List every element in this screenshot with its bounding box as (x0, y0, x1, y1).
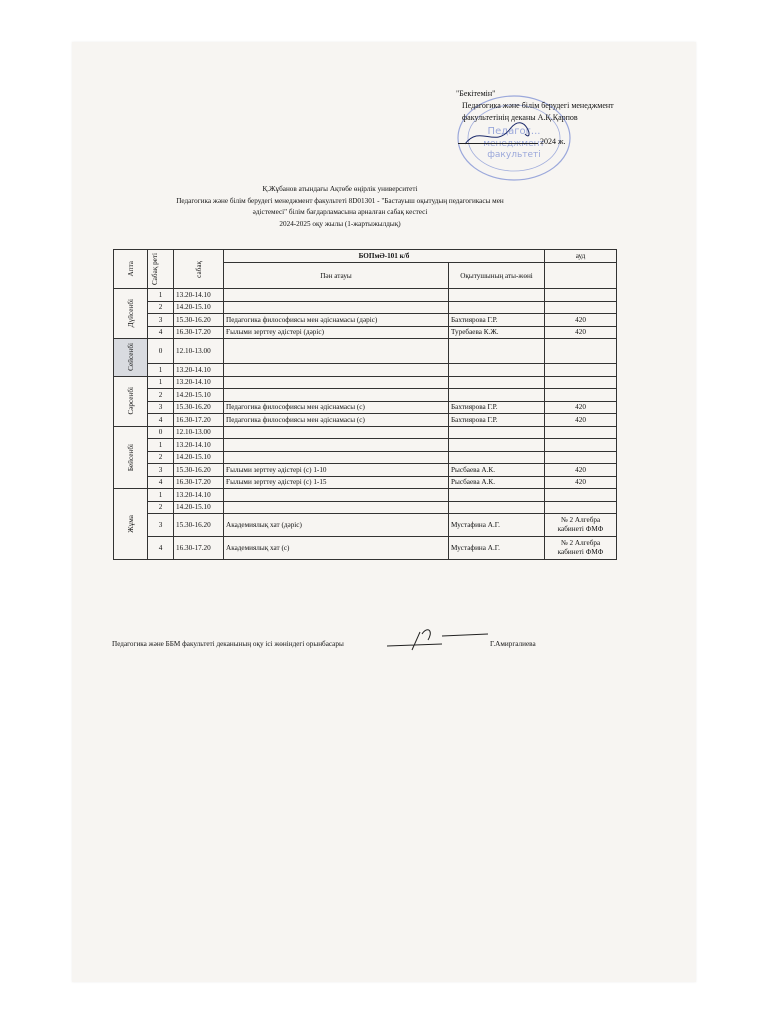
approval-heading: "Бекітемін" (456, 89, 496, 98)
svg-text:факультеті: факультеті (487, 150, 541, 160)
lesson-time: 12.10-13.00 (174, 339, 224, 364)
table-row (114, 537, 617, 560)
teacher-name (449, 289, 545, 302)
auditorium (545, 439, 617, 452)
teacher-name (449, 339, 545, 364)
approval-signature-line (452, 136, 642, 148)
auditorium: № 2 Алгебра кабинеті ФМФ (545, 537, 617, 560)
lesson-time: 15.30-16.20 (174, 401, 224, 414)
subject-name (224, 301, 449, 314)
day-name: Жұма (114, 489, 148, 560)
lesson-time: 13.20-14.10 (174, 364, 224, 377)
header-group: БОПмӘ-101 к/б (224, 250, 545, 263)
table-row (114, 339, 617, 364)
lesson-time: 16.30-17.20 (174, 537, 224, 560)
teacher-name (449, 376, 545, 389)
lesson-time: 15.30-16.20 (174, 514, 224, 537)
subject-name (224, 489, 449, 502)
teacher-name (449, 501, 545, 514)
teacher-name (449, 426, 545, 439)
lesson-time: 13.20-14.10 (174, 489, 224, 502)
teacher-name (449, 451, 545, 464)
subject-name (224, 389, 449, 402)
subject-name (224, 376, 449, 389)
lesson-time: 16.30-17.20 (174, 326, 224, 339)
program-line-1: Педагогика және білім берудегі менеджмент факультеті 8D01301 - "Бастауыш оқытудың педагогикасы мен (176, 196, 504, 205)
table-row (114, 426, 617, 439)
subject-name: Академиялық хат (с) (224, 537, 449, 560)
program-line-2: әдістемесі" білім бағдарламасына арналған сабақ кестесі (252, 208, 428, 216)
table-row (114, 401, 617, 414)
lesson-number: 4 (148, 476, 174, 489)
subject-name (224, 439, 449, 452)
lesson-number: 1 (148, 439, 174, 452)
teacher-name: Рысбаева А.К. (449, 464, 545, 477)
teacher-name: Бахтиярова Г.Р. (449, 314, 545, 327)
table-row (114, 376, 617, 389)
header-aud-empty (545, 263, 617, 289)
lesson-time: 13.20-14.10 (174, 376, 224, 389)
table-row (114, 389, 617, 402)
header-lesson: сабақ (174, 250, 224, 289)
header-order: Сабақ реті (148, 250, 174, 289)
table-row (114, 489, 617, 502)
approval-block (452, 88, 642, 148)
university-name: Қ.Жұбанов атындағы Ақтөбе өңірлік университеті (262, 185, 418, 193)
deputy-signature (382, 624, 492, 654)
auditorium (545, 339, 617, 364)
lesson-time: 16.30-17.20 (174, 476, 224, 489)
teacher-name (449, 389, 545, 402)
lesson-number: 2 (148, 301, 174, 314)
lesson-number: 4 (148, 537, 174, 560)
header-week: Апта (114, 250, 148, 289)
document-title (110, 184, 570, 230)
teacher-name (449, 489, 545, 502)
subject-name (224, 364, 449, 377)
approval-faculty: Педагогика және білім берудегі менеджмент (462, 101, 614, 110)
subject-name: Педагогика философиясы мен әдіснамасы (дәріс) (224, 314, 449, 327)
lesson-time: 16.30-17.20 (174, 414, 224, 427)
auditorium: 420 (545, 326, 617, 339)
auditorium: № 2 Алгебра кабинеті ФМФ (545, 514, 617, 537)
auditorium (545, 389, 617, 402)
table-row (114, 514, 617, 537)
table-row (114, 314, 617, 327)
lesson-time: 15.30-16.20 (174, 464, 224, 477)
lesson-time: 14.20-15.10 (174, 501, 224, 514)
auditorium: 420 (545, 314, 617, 327)
header-subject: Пән атауы (224, 263, 449, 289)
auditorium (545, 501, 617, 514)
lesson-number: 1 (148, 364, 174, 377)
lesson-number: 3 (148, 514, 174, 537)
table-row (114, 289, 617, 302)
auditorium (545, 376, 617, 389)
lesson-number: 1 (148, 489, 174, 502)
footer-name: Г.Амиргалиева (490, 640, 536, 648)
lesson-time: 15.30-16.20 (174, 314, 224, 327)
subject-name (224, 451, 449, 464)
lesson-number: 4 (148, 414, 174, 427)
auditorium (545, 426, 617, 439)
lesson-number: 1 (148, 289, 174, 302)
table-row (114, 414, 617, 427)
academic-year: 2024-2025 оқу жылы (1-жартыжылдық) (279, 219, 401, 228)
table-row (114, 451, 617, 464)
lesson-number: 4 (148, 326, 174, 339)
auditorium (545, 451, 617, 464)
teacher-name: Туребаева К.Ж. (449, 326, 545, 339)
header-teacher: Оқытушының аты-жөні (449, 263, 545, 289)
auditorium: 420 (545, 401, 617, 414)
lesson-time: 14.20-15.10 (174, 451, 224, 464)
table-row (114, 301, 617, 314)
lesson-number: 0 (148, 339, 174, 364)
day-name: Сәрсенбі (114, 376, 148, 426)
lesson-number: 2 (148, 389, 174, 402)
table-row (114, 439, 617, 452)
table-row (114, 326, 617, 339)
teacher-name (449, 301, 545, 314)
auditorium: 420 (545, 414, 617, 427)
subject-name: Академиялық хат (дәріс) (224, 514, 449, 537)
day-name: Сейсенбі (114, 339, 148, 377)
subject-name: Ғылыми зерттеу әдістері (дәріс) (224, 326, 449, 339)
lesson-number: 3 (148, 464, 174, 477)
lesson-number: 1 (148, 376, 174, 389)
signature-underline (458, 143, 538, 144)
auditorium: 420 (545, 476, 617, 489)
approval-dean: факультетінің деканы А.Қ.Қарпов (462, 113, 578, 122)
lesson-time: 13.20-14.10 (174, 439, 224, 452)
lesson-number: 2 (148, 451, 174, 464)
auditorium (545, 289, 617, 302)
subject-name (224, 501, 449, 514)
auditorium (545, 489, 617, 502)
day-name: Дүйсенбі (114, 289, 148, 339)
header-aud: ауд (545, 250, 617, 263)
svg-text:Педагог...: Педагог... (487, 126, 541, 137)
auditorium: 420 (545, 464, 617, 477)
lesson-number: 2 (148, 501, 174, 514)
subject-name (224, 339, 449, 364)
teacher-name: Рысбаева А.К. (449, 476, 545, 489)
auditorium (545, 364, 617, 377)
subject-name: Ғылыми зерттеу әдістері (с) 1-10 (224, 464, 449, 477)
day-name: Бейсенбі (114, 426, 148, 489)
lesson-time: 14.20-15.10 (174, 301, 224, 314)
approval-year: 2024 ж. (540, 137, 566, 146)
table-row (114, 501, 617, 514)
lesson-number: 3 (148, 401, 174, 414)
auditorium (545, 301, 617, 314)
lesson-number: 3 (148, 314, 174, 327)
subject-name: Ғылыми зерттеу әдістері (с) 1-15 (224, 476, 449, 489)
lesson-time: 14.20-15.10 (174, 389, 224, 402)
lesson-time: 12.10-13.00 (174, 426, 224, 439)
lesson-time: 13.20-14.10 (174, 289, 224, 302)
table-row (114, 464, 617, 477)
schedule-body (114, 289, 617, 560)
teacher-name: Мустафина А.Г. (449, 537, 545, 560)
table-row (114, 476, 617, 489)
teacher-name: Бахтиярова Г.Р. (449, 414, 545, 427)
schedule-table (113, 249, 617, 560)
subject-name: Педагогика философиясы мен әдіснамасы (с) (224, 401, 449, 414)
subject-name (224, 289, 449, 302)
teacher-name: Мустафина А.Г. (449, 514, 545, 537)
teacher-name (449, 364, 545, 377)
footer-signature-block (112, 640, 582, 648)
table-row (114, 364, 617, 377)
teacher-name: Бахтиярова Г.Р. (449, 401, 545, 414)
svg-text:менеджмент: менеджмент (483, 139, 545, 149)
footer-role: Педагогика және ББМ факультеті деканының оқу ісі жөніндегі орынбасары (112, 640, 344, 648)
teacher-name (449, 439, 545, 452)
subject-name (224, 426, 449, 439)
lesson-number: 0 (148, 426, 174, 439)
subject-name: Педагогика философиясы мен әдіснамасы (с) (224, 414, 449, 427)
